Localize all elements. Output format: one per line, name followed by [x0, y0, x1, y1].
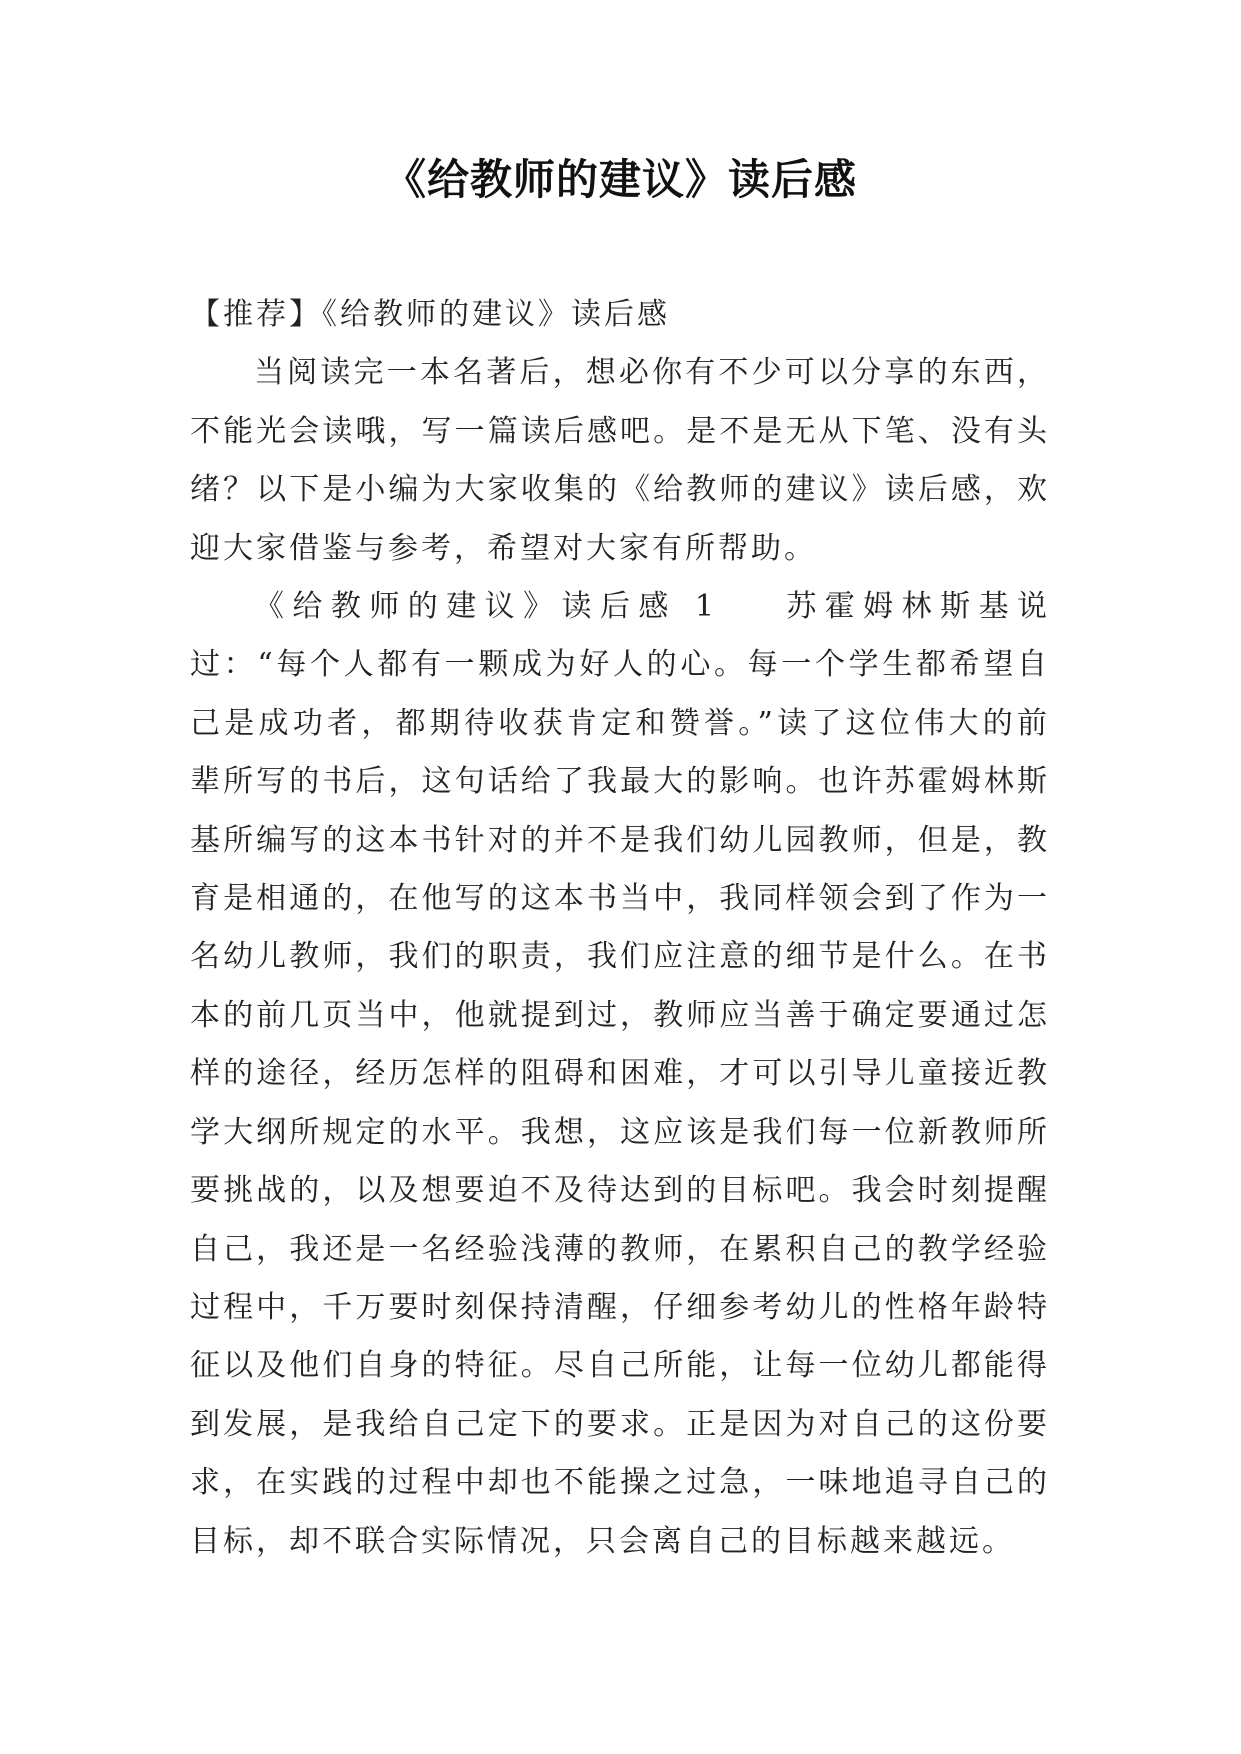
body-paragraph: 苏霍姆林斯基说过：“每个人都有一颗成为好人的心。每一个学生都希望自己是成功者，都期待收获肯定和赞誉。”读了这位伟大的前辈所写的书后，这句话给了我最大的影响。也许苏霍姆林斯基所编写的这本书针对的并不是我们幼儿园教师，但是，教育是相通的，在他写的这本书当中，我同样领会到了作为一名幼儿教师，我们的职责，我们应注意的细节是什么。在书本的前几页当中，他就提到过，教师应当善于确定要通过怎样的途径，经历怎样的阻碍和困难，才可以引导儿童接近教学大纲所规定的水平。我想，这应该是我们每一位新教师所要挑战的，以及想要迫不及待达到的目标吧。我会时刻提醒自己，我还是一名经验浅薄的教师，在累积自己的教学经验过程中，千万要时刻保持清醒，仔细参考幼儿的性格年龄特征以及他们自身的特征。尽自己所能，让每一位幼儿都能得到发展，是我给自己定下的要求。正是因为对自己的这份要求，在实践的过程中却也不能操之过急，一味地追寻自己的目标，却不联合实际情况，只会离自己的目标越来越远。: [190, 589, 1051, 1559]
document-body: [190, 286, 1050, 1571]
essay-paragraph: [190, 578, 1050, 1571]
recommend-line: 【推荐】《给教师的建议》读后感: [190, 297, 670, 332]
document-title: 《给教师的建议》读后感: [383, 155, 857, 204]
section-heading: 《给教师的建议》读后感 1: [254, 589, 717, 625]
intro-paragraph: 当阅读完一本名著后，想必你有不少可以分享的东西，不能光会读哦，写一篇读后感吧。是不是无从下笔、没有头绪？以下是小编为大家收集的《给教师的建议》读后感，欢迎大家借鉴与参考，希望对大家有所帮助。: [190, 355, 1050, 566]
